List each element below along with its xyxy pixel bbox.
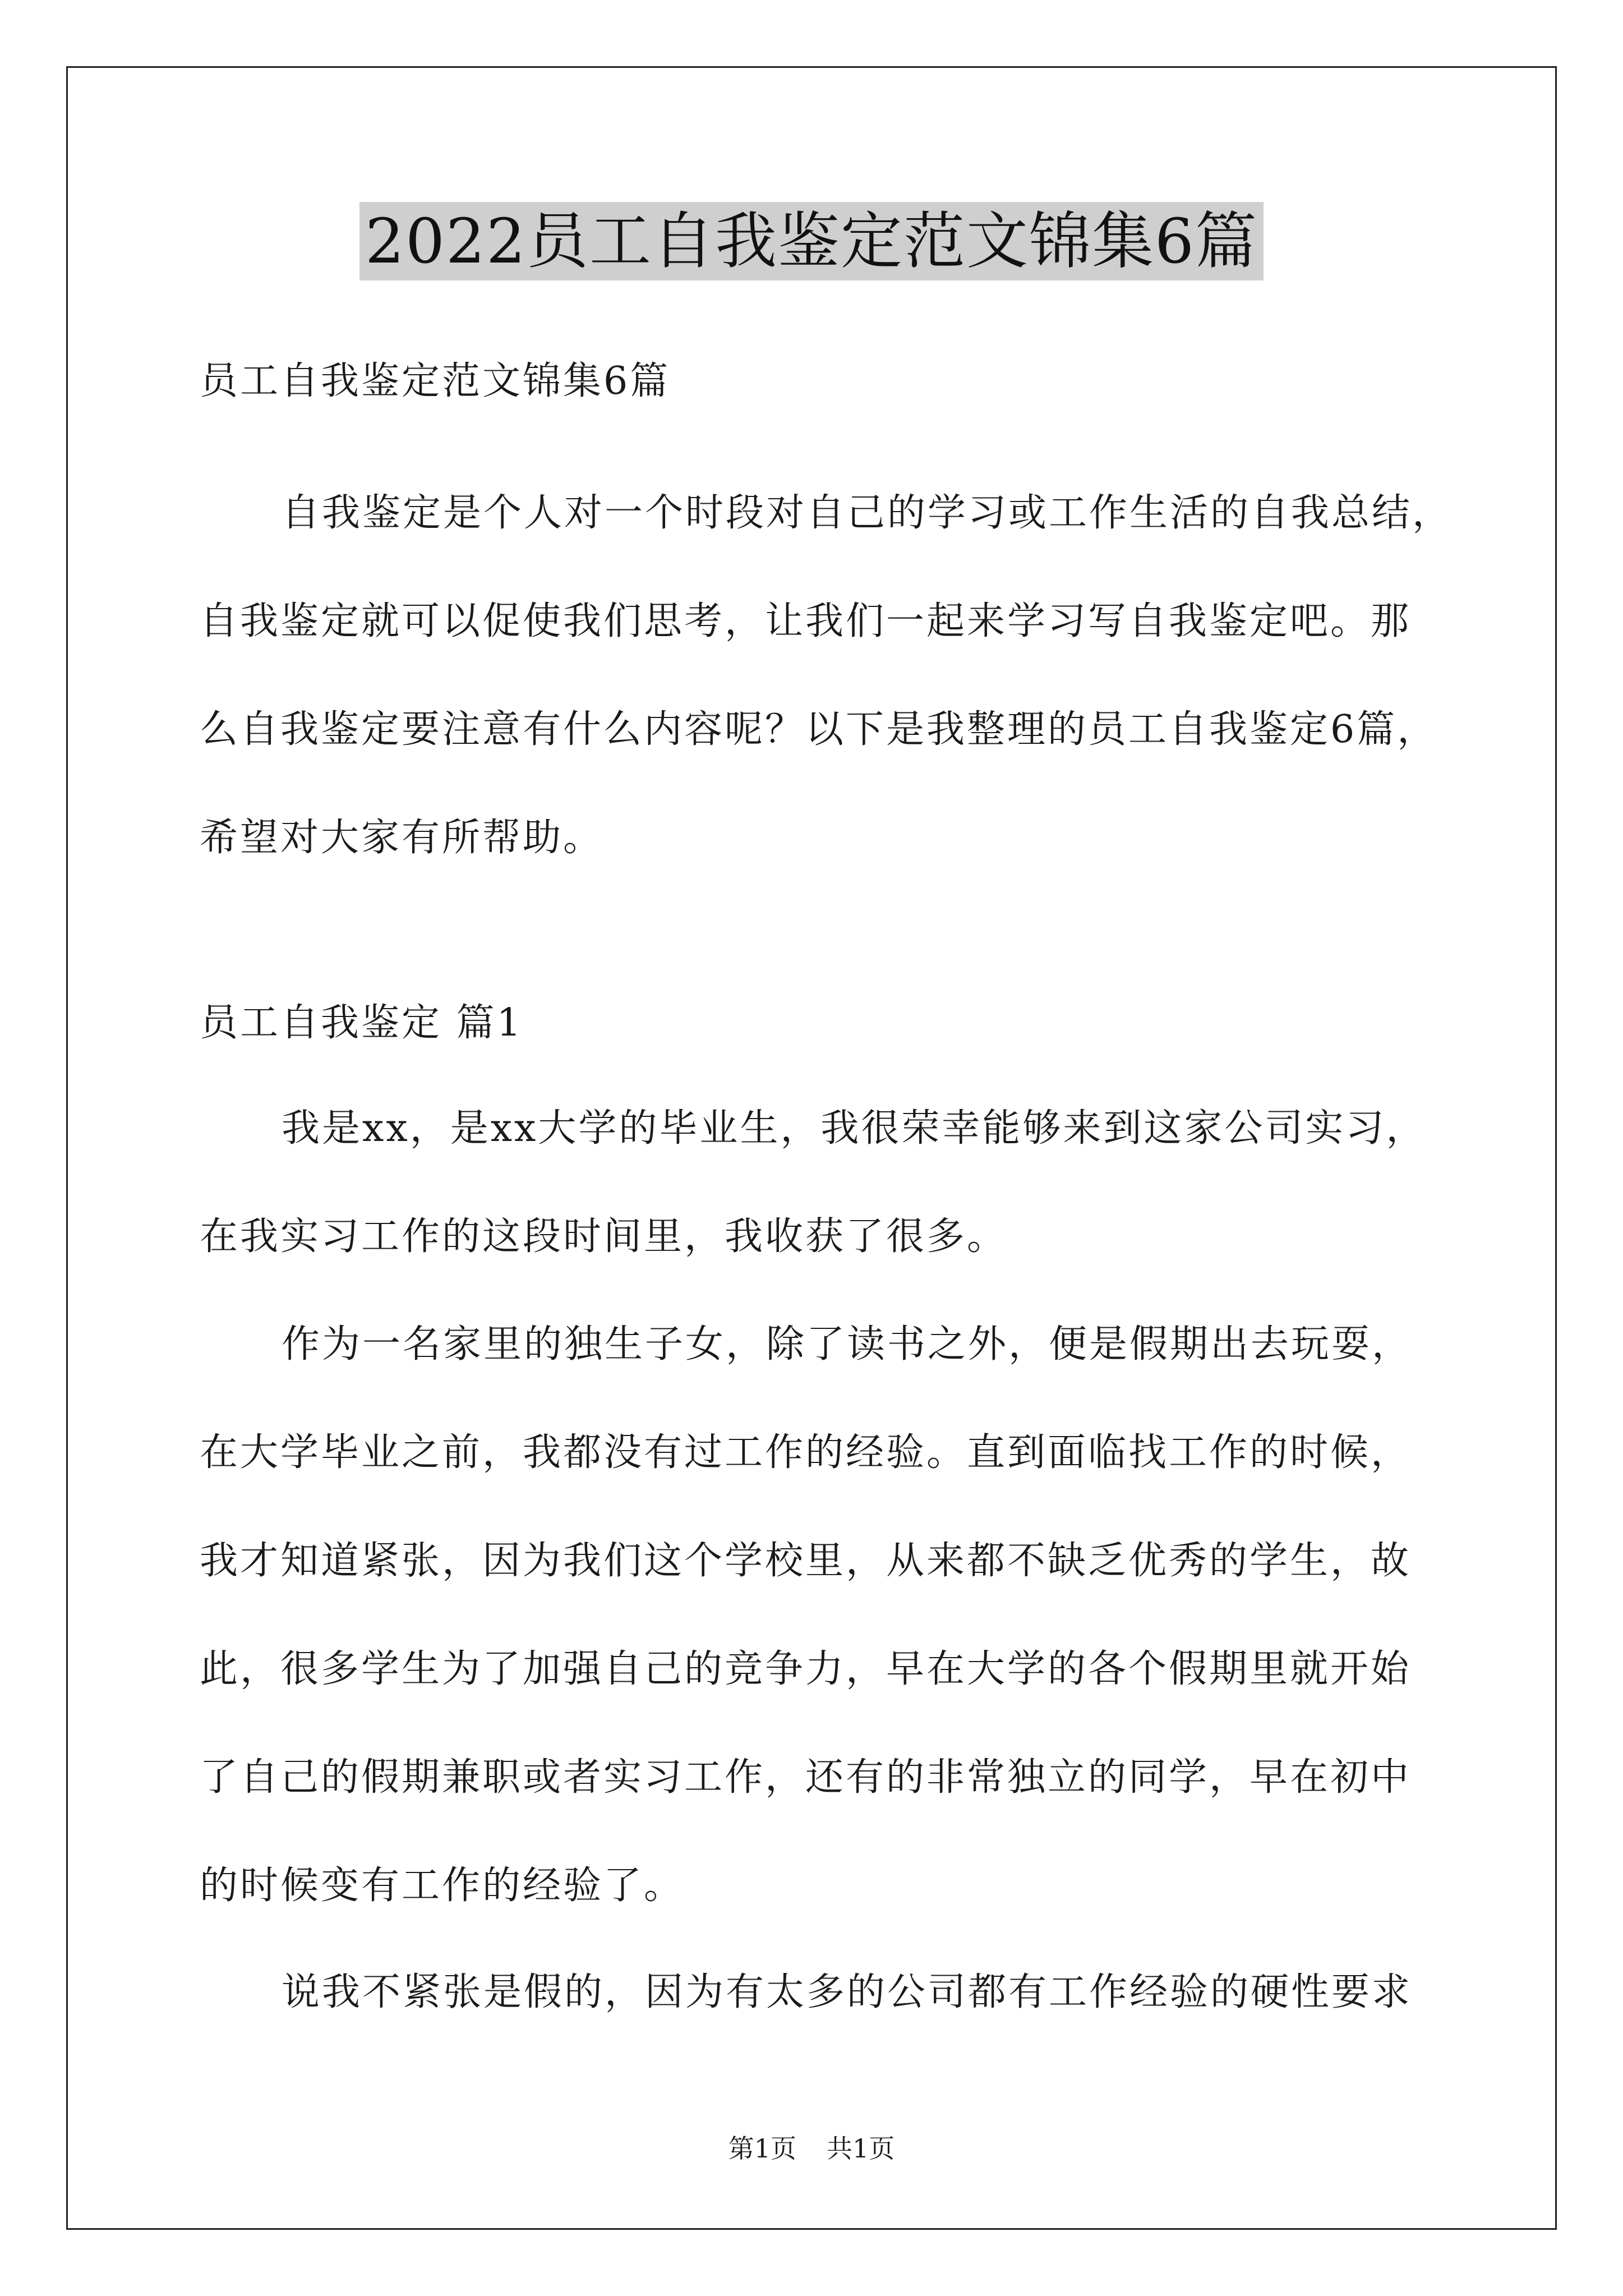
- document-title: 2022员工自我鉴定范文锦集6篇: [359, 202, 1264, 280]
- paragraph-line: 作为一名家里的独生子女，除了读书之外，便是假期出去玩耍，: [282, 1322, 1413, 1366]
- paragraph-line: 我是xx，是xx大学的毕业生，我很荣幸能够来到这家公司实习，: [282, 1106, 1427, 1151]
- intro-paragraph: [200, 459, 1453, 892]
- page-footer: [0, 2132, 1623, 2165]
- title-container: [0, 202, 1623, 280]
- paragraph-line: 在大学毕业之前，我都没有过工作的经验。直到面临找工作的时候，: [200, 1430, 1412, 1475]
- paragraph-line: 在我实习工作的这段时间里，我收获了很多。: [200, 1214, 1008, 1259]
- document-subtitle: 员工自我鉴定范文锦集6篇: [200, 359, 671, 403]
- page-number-total: 共1页: [827, 2133, 895, 2164]
- paragraph-1: [200, 1074, 1433, 1291]
- paragraph-line: 此，很多学生为了加强自己的竞争力，早在大学的各个假期里就开始: [200, 1647, 1412, 1691]
- intro-line: 自我鉴定就可以促使我们思考，让我们一起来学习写自我鉴定吧。那: [200, 599, 1412, 643]
- paragraph-2: [200, 1290, 1433, 1940]
- paragraph-line: 的时候变有工作的经验了。: [200, 1864, 685, 1908]
- section-heading: 员工自我鉴定 篇1: [200, 1001, 523, 1045]
- paragraph-line: 了自己的假期兼职或者实习工作，还有的非常独立的同学，早在初中: [200, 1755, 1412, 1800]
- page-number-current: 第1页: [728, 2133, 796, 2164]
- paragraph-line: 说我不紧张是假的，因为有太多的公司都有工作经验的硬性要求: [282, 1970, 1413, 2014]
- intro-line: 么自我鉴定要注意有什么内容呢？以下是我整理的员工自我鉴定6篇，: [200, 707, 1438, 752]
- intro-line: 自我鉴定是个人对一个时段对自己的学习或工作生活的自我总结，: [282, 491, 1453, 535]
- intro-line: 希望对大家有所帮助。: [200, 816, 604, 860]
- paragraph-line: 我才知道紧张，因为我们这个学校里，从来都不缺乏优秀的学生，故: [200, 1539, 1412, 1583]
- paragraph-3: [200, 1938, 1433, 2046]
